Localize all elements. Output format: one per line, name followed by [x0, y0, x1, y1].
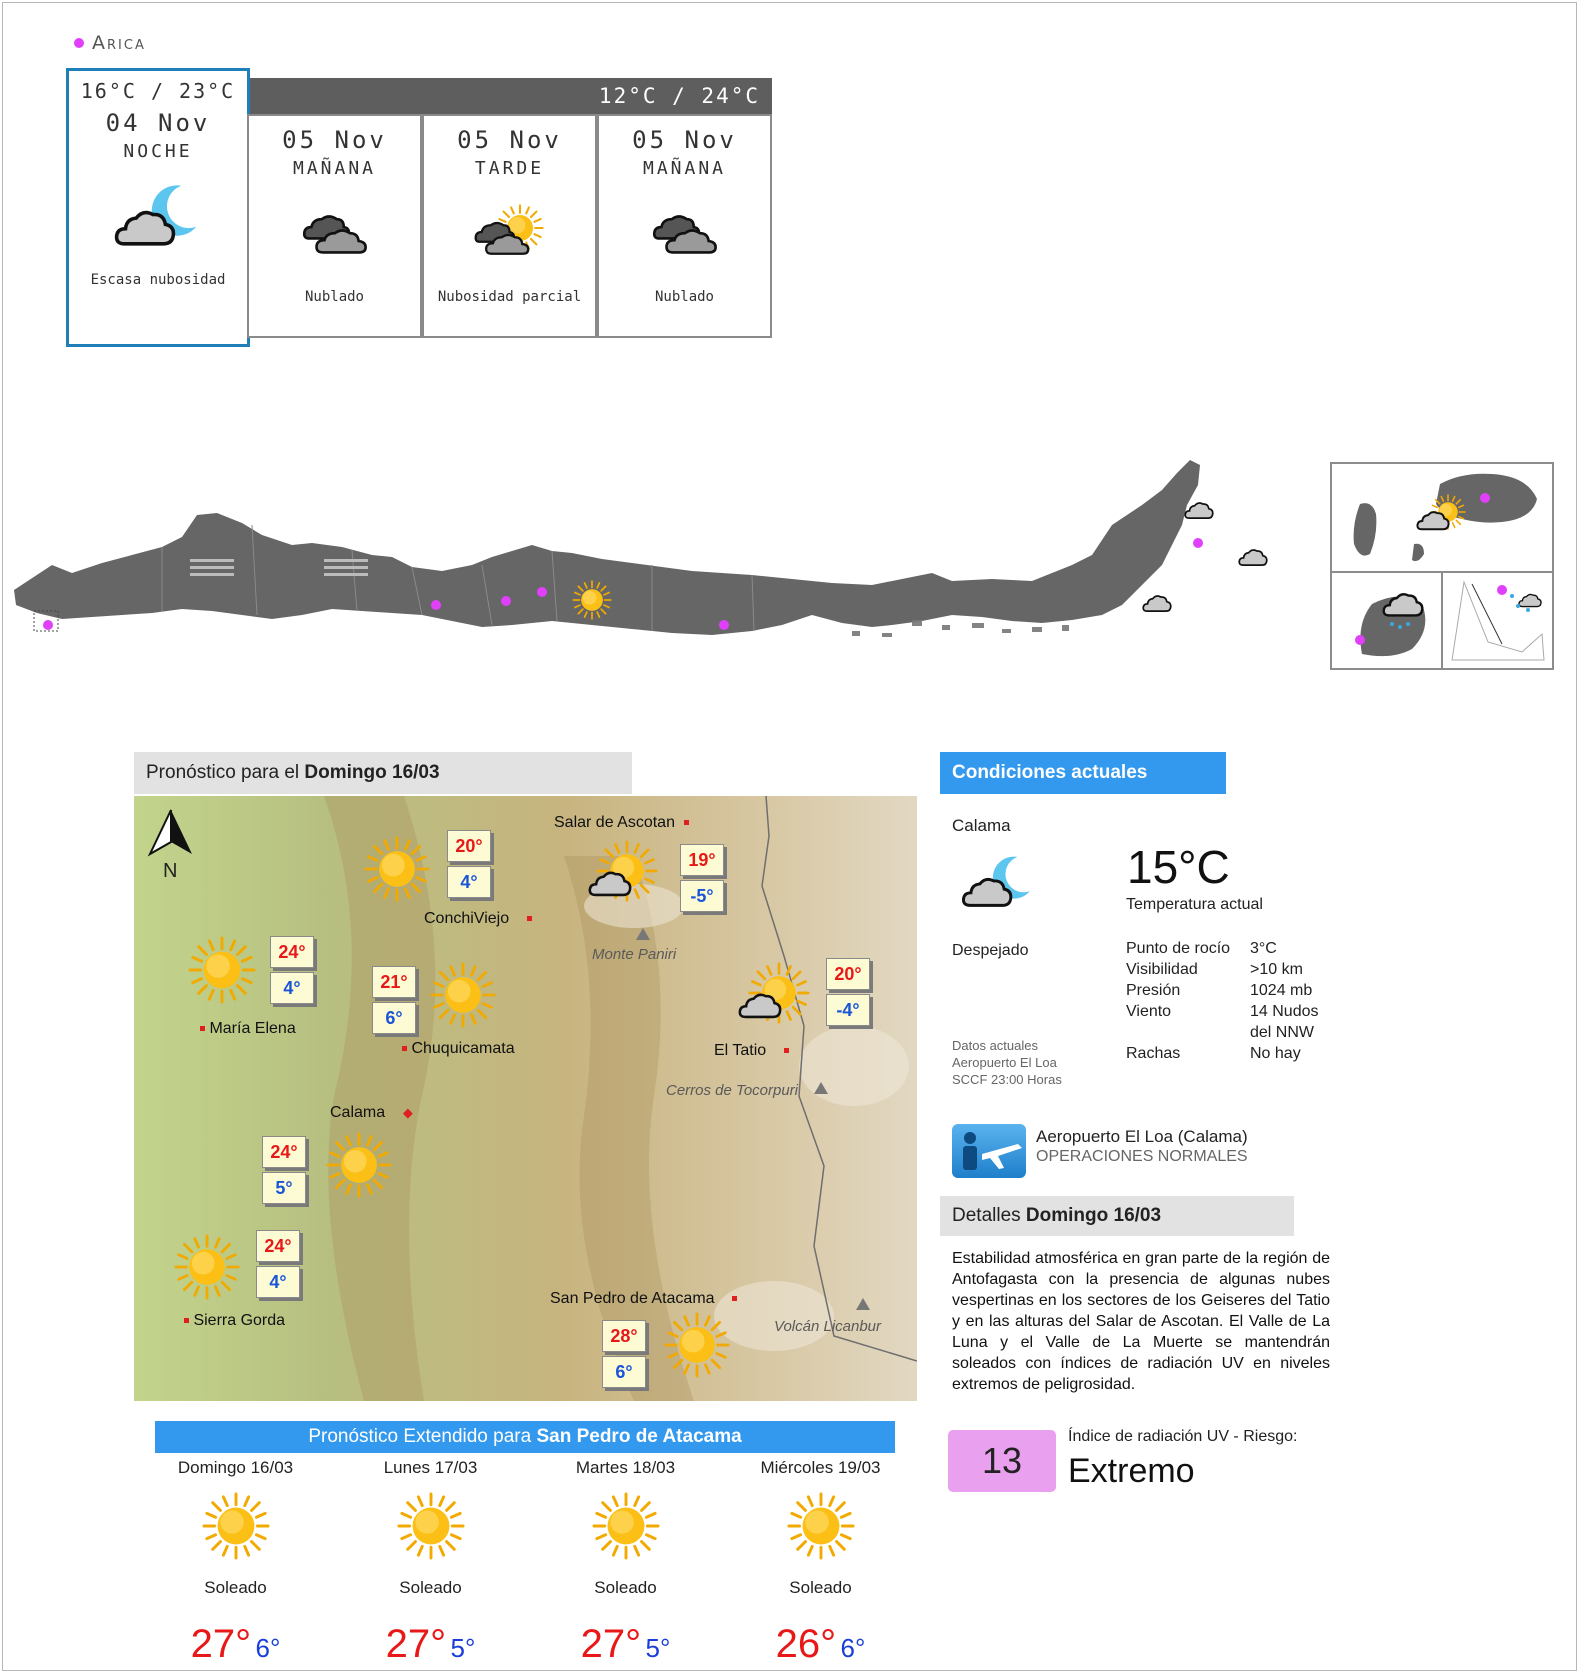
place-label: Salar de Ascotan — [554, 814, 675, 831]
sun-icon — [333, 1492, 528, 1564]
place-marker-icon — [527, 916, 532, 921]
sun-icon — [138, 1492, 333, 1564]
temp-max-chuquicamata: 21° — [372, 966, 416, 998]
day-max: 27° — [385, 1622, 447, 1666]
day-name: Martes 18/03 — [575, 1458, 676, 1477]
place-marker-icon — [200, 1026, 205, 1031]
sun-icon — [528, 1492, 723, 1564]
airport-status[interactable] — [952, 1124, 1342, 1182]
place-marker-icon — [784, 1048, 789, 1053]
day-desc: Soleado — [594, 1578, 657, 1597]
day-min: 6° — [255, 1633, 281, 1663]
detail-row — [1126, 980, 1346, 1001]
airport-operations: OPERACIONES NORMALES — [1036, 1148, 1248, 1165]
card-period: NOCHE — [123, 141, 193, 162]
mountain-icon — [814, 1082, 828, 1094]
temp-max-calama: 24° — [262, 1136, 306, 1168]
source-line: Datos actuales — [952, 1038, 1038, 1053]
airport-icon — [952, 1124, 1026, 1178]
place-maria-elena[interactable] — [200, 1020, 296, 1038]
detail-label: Visibilidad — [1126, 961, 1198, 978]
forecast-card[interactable] — [422, 114, 597, 338]
day-desc: Soleado — [789, 1578, 852, 1597]
place-volcan-licanbur — [774, 1318, 881, 1335]
place-label: ConchiViejo — [424, 910, 510, 927]
region-name: Arica — [92, 32, 146, 54]
sun-icon — [188, 936, 256, 1004]
details-text: Estabilidad atmosférica en gran parte de la región de Antofagasta con la presencia de algunas nubes vespertinas en los sectores de los Geiseres del Tatio y en las alturas del Salar de Ascotan. El Valle de La Luna y el Valle de La Muerte se mantendrán soleados con índices de radiación UV en niveles extremos de peligrosidad. — [952, 1250, 1330, 1393]
place-label: María Elena — [209, 1020, 296, 1037]
extended-day[interactable] — [333, 1458, 528, 1667]
sun-icon — [664, 1312, 730, 1378]
current-conditions-header: Condiciones actuales — [940, 752, 1226, 794]
current-details-table — [1126, 938, 1346, 1064]
place-el-tatio[interactable] — [714, 1042, 789, 1060]
card-desc: Escasa nubosidad — [90, 272, 226, 288]
day-temps — [333, 1622, 528, 1667]
sun-icon — [723, 1492, 918, 1564]
temp-max-el-tatio: 20° — [826, 958, 870, 990]
temp-min-conchiviejo: 4° — [447, 866, 491, 898]
detail-value: 3°C — [1250, 940, 1277, 957]
detail-label: Viento — [1126, 1003, 1172, 1020]
place-sierra-gorda[interactable] — [184, 1312, 285, 1330]
extended-forecast-header — [155, 1421, 895, 1453]
current-condition: Despejado — [952, 942, 1029, 959]
place-marker-icon — [732, 1296, 737, 1301]
extended-day[interactable] — [723, 1458, 918, 1667]
temp-min-san-pedro: 6° — [602, 1356, 646, 1388]
temp-min-el-tatio: -4° — [826, 994, 870, 1026]
detail-row — [1126, 959, 1346, 980]
place-conchiviejo[interactable] — [424, 910, 532, 928]
cloud-moon-icon — [958, 852, 1038, 914]
card-period: TARDE — [474, 158, 545, 179]
extended-day[interactable] — [138, 1458, 333, 1667]
day-max: 26° — [775, 1622, 837, 1666]
group-temp-range: 12°C / 24°C — [598, 84, 760, 108]
cloud-sun-icon — [738, 962, 810, 1028]
day-min: 5° — [450, 1633, 476, 1663]
place-chuquicamata[interactable] — [402, 1040, 515, 1058]
details-header-prefix: Detalles — [952, 1205, 1026, 1226]
temp-min-salar: -5° — [680, 880, 724, 912]
day-temps — [528, 1622, 723, 1667]
region-header[interactable] — [74, 32, 146, 54]
place-marker-icon — [184, 1318, 189, 1323]
day-name: Domingo 16/03 — [177, 1458, 294, 1477]
day-temps — [723, 1622, 918, 1667]
place-label: Chuquicamata — [411, 1040, 515, 1057]
day-max: 27° — [190, 1622, 252, 1666]
current-temperature: 15°C — [1127, 841, 1230, 893]
day-min: 5° — [645, 1633, 671, 1663]
temp-min-calama: 5° — [262, 1172, 306, 1204]
detail-value: 1024 mb — [1250, 982, 1313, 999]
source-line: Aeropuerto El Loa — [952, 1055, 1057, 1070]
place-label: El Tatio — [714, 1042, 767, 1059]
temp-max-maria-elena: 24° — [270, 936, 314, 968]
place-label: Sierra Gorda — [193, 1312, 286, 1329]
north-label: N — [163, 860, 178, 882]
details-header-day: Domingo 16/03 — [1025, 1205, 1162, 1226]
current-city: Calama — [952, 816, 1011, 835]
card-desc: Nubosidad parcial — [437, 289, 582, 305]
mountain-icon — [636, 928, 650, 940]
sun-icon — [364, 836, 430, 902]
day-name: Lunes 17/03 — [383, 1458, 478, 1477]
day-desc: Soleado — [399, 1578, 462, 1597]
regional-map[interactable] — [134, 796, 917, 1401]
detail-value: >10 km — [1250, 961, 1303, 978]
forecast-header-prefix: Pronóstico para el — [146, 762, 305, 783]
detail-value: No hay — [1250, 1045, 1301, 1062]
details-header — [940, 1196, 1294, 1236]
detail-label: Presión — [1126, 982, 1181, 999]
forecast-card[interactable] — [247, 114, 422, 338]
detail-value: 14 Nudos del NNW — [1250, 1003, 1319, 1041]
temp-max-san-pedro: 28° — [602, 1320, 646, 1352]
cloud-moon-icon — [69, 176, 247, 258]
detail-row — [1126, 1001, 1346, 1043]
extended-day[interactable] — [528, 1458, 723, 1667]
sun-icon — [174, 1234, 240, 1300]
place-label: Volcán Licanbur — [774, 1318, 882, 1335]
cloud-icon — [599, 193, 770, 275]
place-cerros-de-tocorpuri — [666, 1082, 798, 1099]
temp-max-salar: 19° — [680, 844, 724, 876]
uv-risk-level: Extremo — [1068, 1452, 1195, 1490]
forecast-card-selected[interactable] — [66, 68, 250, 347]
temp-min-sierra-gorda: 4° — [256, 1266, 300, 1298]
day-temps — [138, 1622, 333, 1667]
airport-name: Aeropuerto El Loa (Calama) — [1036, 1127, 1248, 1146]
source-line: SCCF 23:00 Horas — [952, 1072, 1062, 1087]
detail-row — [1126, 938, 1346, 959]
sun-icon — [430, 962, 496, 1028]
detail-row — [1126, 1043, 1346, 1064]
card-period: MAÑANA — [642, 158, 727, 179]
place-marker-icon: ◆ — [402, 1105, 413, 1120]
cloud-sun-icon — [424, 193, 595, 275]
place-san-pedro-de-atacama[interactable] — [550, 1290, 737, 1308]
extended-header-prefix: Pronóstico Extendido para — [308, 1426, 537, 1447]
temp-min-maria-elena: 4° — [270, 972, 314, 1004]
uv-index-label: Índice de radiación UV - Riesgo: — [1068, 1428, 1298, 1445]
forecast-header-day: Domingo 16/03 — [304, 762, 440, 783]
place-marker-icon — [402, 1046, 407, 1051]
card-desc: Nublado — [304, 289, 364, 305]
place-label: San Pedro de Atacama — [550, 1290, 715, 1307]
place-label: Monte Paniri — [592, 946, 677, 963]
card-desc: Nublado — [654, 289, 714, 305]
card-date: 05 Nov — [282, 126, 387, 154]
place-salar-de-ascotan[interactable] — [554, 814, 689, 832]
day-max: 27° — [580, 1622, 642, 1666]
location-dot-icon — [74, 38, 84, 48]
place-calama[interactable] — [330, 1104, 413, 1122]
detail-label: Rachas — [1126, 1045, 1181, 1062]
mountain-icon — [856, 1298, 870, 1310]
card-temp-range: 16°C / 23°C — [80, 79, 236, 103]
north-arrow-icon — [146, 808, 196, 882]
day-name: Miércoles 19/03 — [760, 1458, 881, 1477]
extended-header-place: San Pedro de Atacama — [536, 1426, 742, 1447]
temp-max-sierra-gorda: 24° — [256, 1230, 300, 1262]
card-date: 04 Nov — [105, 109, 211, 137]
place-marker-icon — [684, 820, 689, 825]
map-insets[interactable] — [1330, 462, 1554, 670]
card-date: 05 Nov — [457, 126, 562, 154]
detail-label: Punto de rocío — [1126, 940, 1231, 957]
forecast-range-bar — [246, 78, 772, 114]
temp-max-conchiviejo: 20° — [447, 830, 491, 862]
forecast-card[interactable] — [597, 114, 772, 338]
sun-icon — [326, 1132, 392, 1198]
card-date: 05 Nov — [632, 126, 737, 154]
current-source — [952, 1037, 1062, 1088]
current-temperature-label: Temperatura actual — [1126, 896, 1263, 913]
forecast-cards — [66, 68, 776, 348]
forecast-header — [134, 752, 632, 794]
card-period: MAÑANA — [292, 158, 377, 179]
place-label: Cerros de Tocorpuri — [666, 1082, 799, 1099]
place-monte-paniri — [592, 946, 676, 963]
temp-min-chuquicamata: 6° — [372, 1002, 416, 1034]
day-min: 6° — [840, 1633, 866, 1663]
place-label: Calama — [330, 1104, 386, 1121]
cloud-icon — [249, 193, 420, 275]
uv-index-badge: 13 — [948, 1430, 1056, 1492]
day-desc: Soleado — [204, 1578, 267, 1597]
chile-map[interactable] — [12, 455, 1302, 670]
cloud-sun-icon — [588, 840, 660, 906]
